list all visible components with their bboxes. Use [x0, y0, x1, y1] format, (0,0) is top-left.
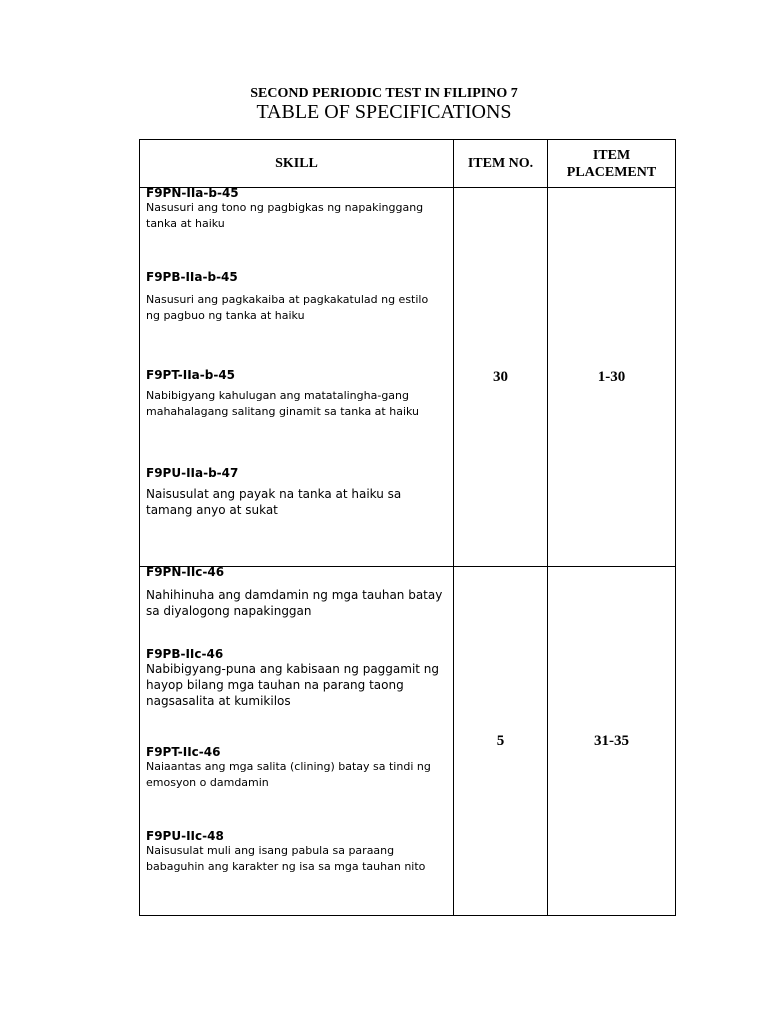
- skill-code: F9PT-IIa-b-45: [146, 368, 236, 382]
- skill-code: F9PN-IIa-b-45: [146, 186, 239, 200]
- skill-entry: [146, 270, 445, 324]
- table-row: [140, 567, 676, 916]
- skill-description: Naiaantas ang mga salita (clining) batay sa tindi ng emosyon o damdamin: [146, 760, 431, 789]
- skill-code: F9PU-IIa-b-47: [146, 466, 239, 480]
- skill-entry: [146, 829, 445, 875]
- document-subtitle: TABLE OF SPECIFICATIONS: [256, 101, 512, 123]
- skill-code: F9PB-IIa-b-45: [146, 270, 238, 284]
- item-placement-cell: 1-30: [548, 188, 676, 567]
- skill-entry: [146, 745, 445, 791]
- column-header-item-no: ITEM NO.: [454, 140, 548, 188]
- skill-entry: [146, 647, 445, 709]
- skill-entry: [146, 565, 445, 619]
- skill-code: F9PN-IIc-46: [146, 565, 225, 579]
- skill-description: Nabibigyang-puna ang kabisaan ng paggamit ng hayop bilang mga tauhan na parang taong nagsasalita at kumikilos: [146, 662, 440, 708]
- skill-description: Nabibigyang kahulugan ang matatalingha-gang mahahalagang salitang ginamit sa tanka at haiku: [146, 389, 420, 418]
- skill-description: Nasusuri ang tono ng pagbigkas ng napakinggang tanka at haiku: [146, 201, 424, 230]
- skill-description: Nahihinuha ang damdamin ng mga tauhan batay sa diyalogong napakinggan: [146, 588, 443, 618]
- column-header-skill: SKILL: [140, 140, 454, 188]
- specifications-table: [139, 139, 676, 916]
- item-number-cell: 30: [454, 188, 548, 567]
- skill-entry: [146, 186, 445, 232]
- skill-description: Naisusulat muli ang isang pabula sa paraang babaguhin ang karakter ng isa sa mga tauhan nito: [146, 844, 426, 873]
- table-row: [140, 188, 676, 567]
- item-number-cell: 5: [454, 567, 548, 916]
- skill-cell: [140, 188, 454, 567]
- skill-description: Nasusuri ang pagkakaiba at pagkakatulad ng estilo ng pagbuo ng tanka at haiku: [146, 293, 429, 322]
- skill-entry: [146, 368, 445, 420]
- skill-entry: [146, 466, 445, 518]
- header-row: [140, 140, 676, 188]
- skill-description: Naisusulat ang payak na tanka at haiku sa tamang anyo at sukat: [146, 487, 402, 517]
- skill-code: F9PU-IIc-48: [146, 829, 224, 843]
- skill-code: F9PT-IIc-46: [146, 745, 221, 759]
- column-header-item-placement: ITEM PLACEMENT: [548, 140, 676, 188]
- document-title: SECOND PERIODIC TEST IN FILIPINO 7: [250, 86, 518, 101]
- item-placement-cell: 31-35: [548, 567, 676, 916]
- skill-code: F9PB-IIc-46: [146, 647, 224, 661]
- skill-cell: [140, 567, 454, 916]
